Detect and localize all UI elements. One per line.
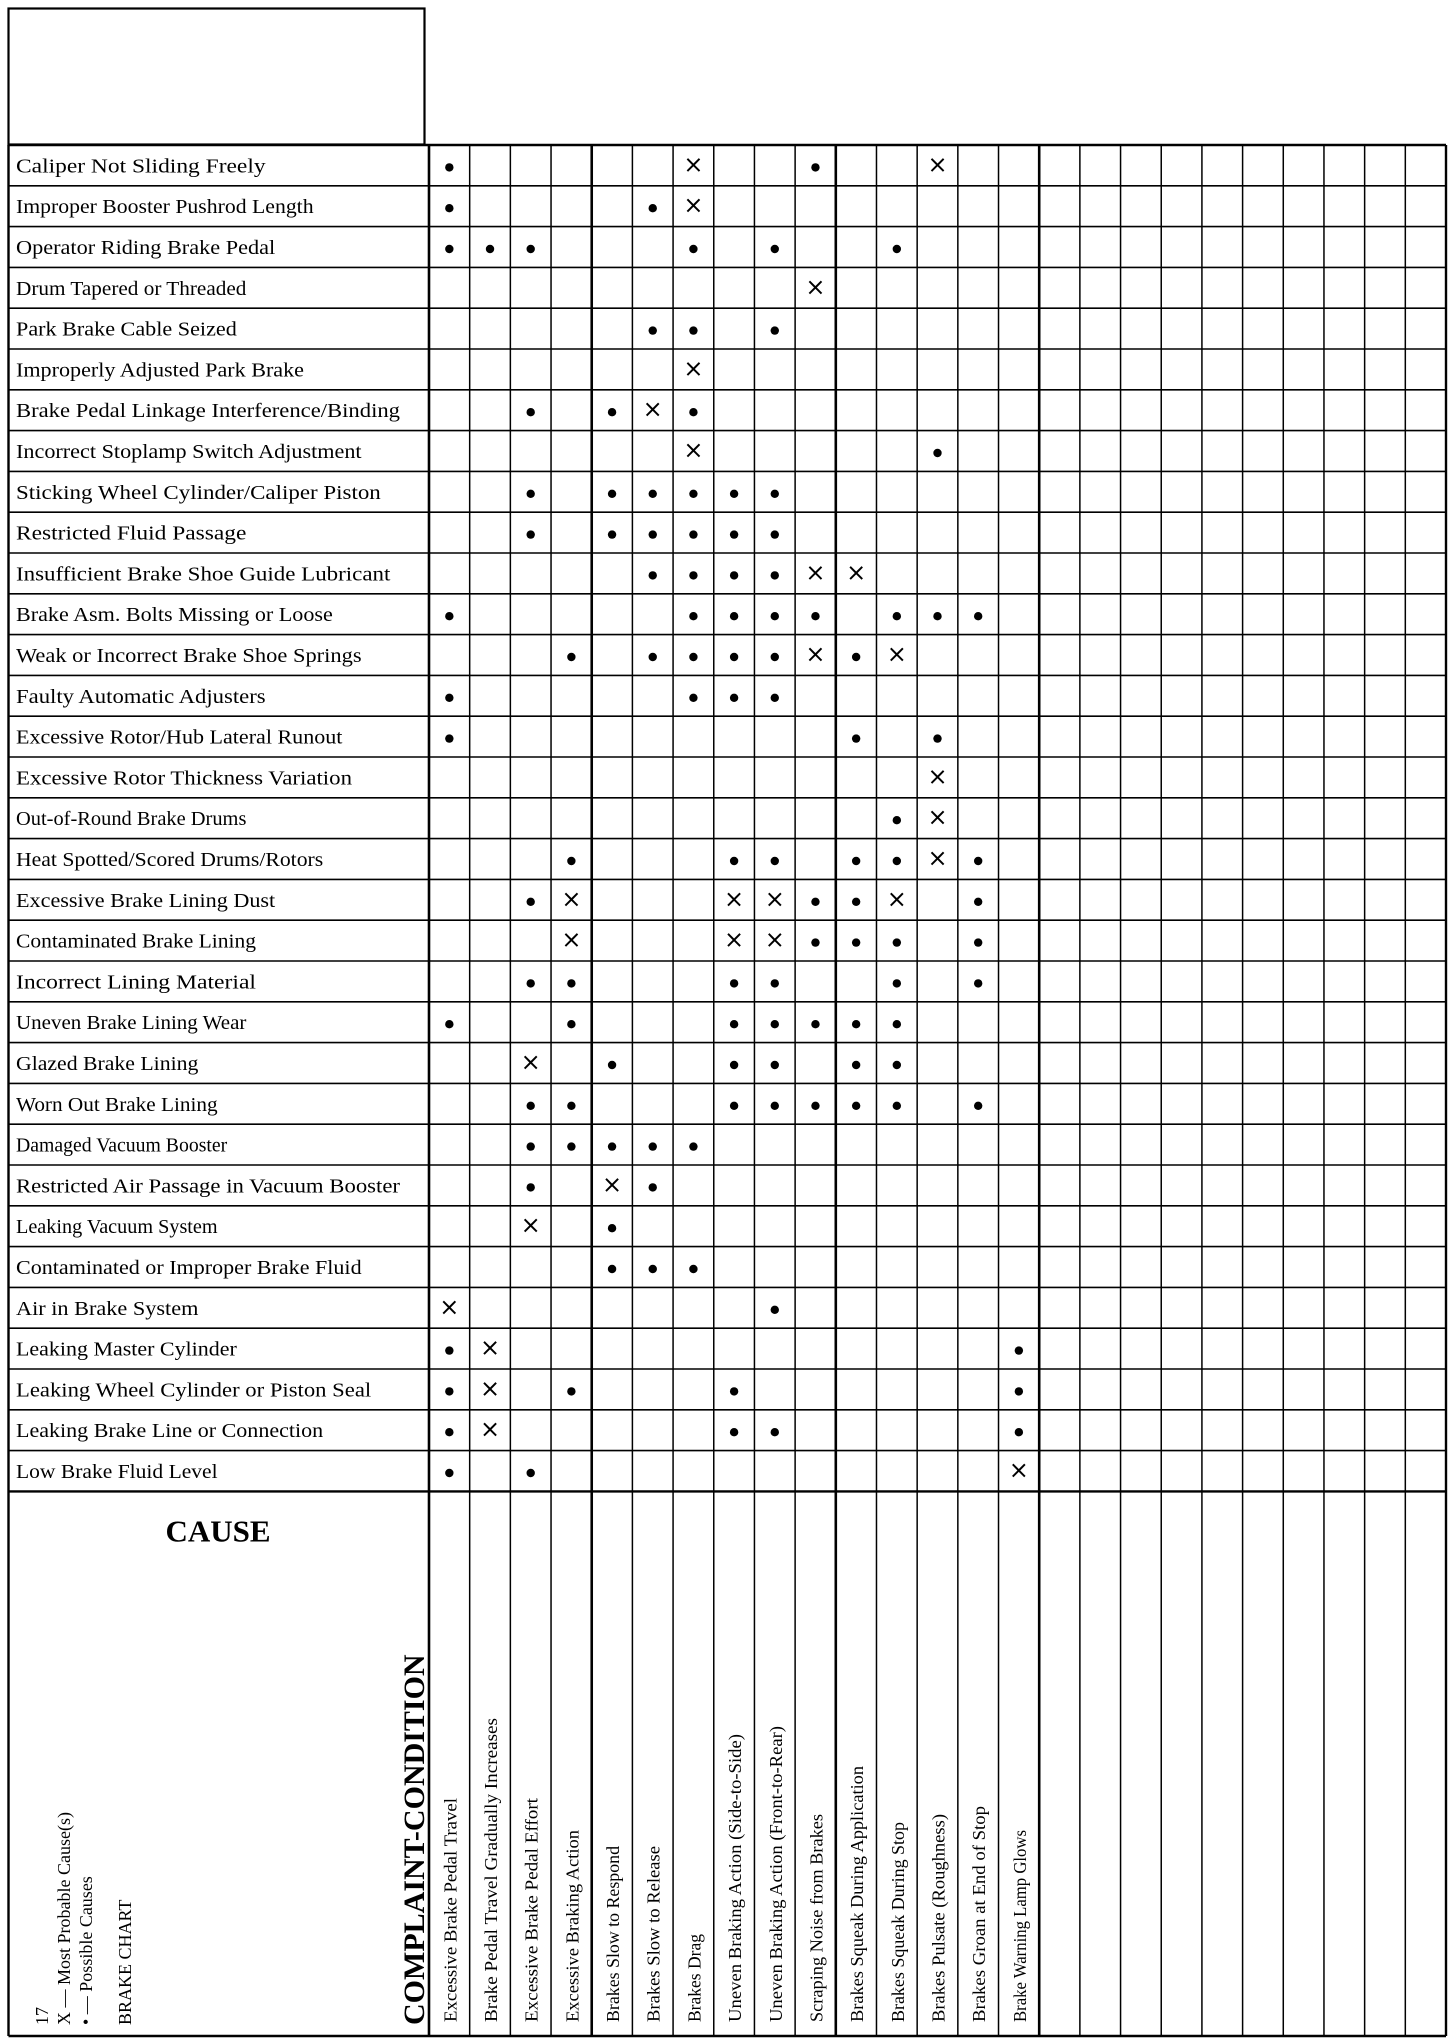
mark-most-probable: ×: [683, 191, 704, 220]
mark-possible: [527, 245, 535, 253]
mark-possible: [852, 1061, 860, 1069]
mark-most-probable: ×: [683, 436, 704, 464]
mark-most-probable: ×: [561, 884, 582, 913]
mark-possible: [771, 1020, 779, 1028]
cause-label: Sticking Wheel Cylinder/Caliper Piston: [16, 481, 381, 504]
mark-possible: [689, 571, 697, 579]
mark-possible: [974, 1102, 982, 1110]
cause-label: Park Brake Cable Seized: [16, 318, 237, 341]
mark-possible: [689, 1142, 697, 1150]
cause-label: Out-of-Round Brake Drums: [16, 808, 247, 831]
mark-possible: [730, 979, 738, 987]
corner-box: [9, 9, 425, 145]
mark-possible: [567, 1102, 575, 1110]
cause-label: Air in Brake System: [16, 1297, 199, 1320]
mark-possible: [771, 245, 779, 253]
mark-possible: [933, 734, 941, 742]
mark-possible: [852, 1102, 860, 1110]
mark-possible: [689, 653, 697, 661]
mark-most-probable: ×: [805, 558, 826, 587]
mark-possible: [527, 979, 535, 987]
mark-possible: [608, 490, 616, 498]
mark-most-probable: ×: [520, 1211, 541, 1240]
mark-possible: [689, 612, 697, 620]
condition-label: Excessive Brake Pedal Travel: [440, 1807, 461, 2022]
mark-possible: [649, 326, 657, 334]
mark-possible: [527, 1102, 535, 1110]
condition-label: Brake Pedal Travel Gradually Increases: [481, 1736, 502, 2022]
mark-most-probable: ×: [642, 395, 663, 424]
mark-possible: [689, 408, 697, 416]
cause-labels: [16, 155, 400, 1483]
mark-possible: [567, 1020, 575, 1028]
condition-label: Brakes Slow to Release: [643, 1851, 664, 2022]
mark-possible: [771, 1061, 779, 1069]
mark-possible: [771, 653, 779, 661]
mark-possible: [527, 1183, 535, 1191]
cause-label: Incorrect Lining Material: [16, 971, 257, 994]
cause-label: Heat Spotted/Scored Drums/Rotors: [16, 849, 324, 871]
mark-possible: [730, 653, 738, 661]
mark-possible: [1015, 1428, 1023, 1436]
mark-possible: [567, 979, 575, 987]
mark-possible: [445, 1428, 453, 1436]
mark-possible: [811, 612, 819, 620]
mark-possible: [730, 1061, 738, 1069]
legend-most-probable: X — Most Probable Cause(s): [54, 1812, 74, 2025]
mark-possible: [730, 1102, 738, 1110]
mark-possible: [567, 1142, 575, 1150]
mark-possible: [730, 1020, 738, 1028]
mark-possible: [893, 816, 901, 824]
mark-most-probable: ×: [724, 884, 745, 913]
condition-label: Brakes Slow to Respond: [603, 1844, 624, 2022]
cause-label: Damaged Vacuum Booster: [16, 1134, 228, 1157]
cause-label: Operator Riding Brake Pedal: [16, 237, 276, 259]
cause-label: Uneven Brake Lining Wear: [16, 1012, 247, 1035]
mark-possible: [608, 1061, 616, 1069]
cause-label: Improper Booster Pushrod Length: [16, 196, 314, 219]
condition-label: Brake Warning Lamp Glows: [1009, 1815, 1030, 2022]
mark-possible: [567, 857, 575, 865]
mark-most-probable: ×: [927, 762, 948, 791]
mark-possible: [445, 734, 453, 742]
cause-label: Weak or Incorrect Brake Shoe Springs: [16, 645, 362, 667]
condition-label: Brakes Squeak During Application: [847, 1770, 868, 2022]
mark-possible: [771, 612, 779, 620]
mark-possible: [689, 530, 697, 538]
mark-possible: [811, 1102, 819, 1110]
mark-possible: [852, 653, 860, 661]
mark-possible: [608, 530, 616, 538]
cause-label: Excessive Rotor Thickness Variation: [16, 767, 352, 790]
mark-possible: [893, 1020, 901, 1028]
mark-possible: [893, 857, 901, 865]
mark-most-probable: ×: [764, 925, 785, 954]
mark-possible: [689, 245, 697, 253]
mark-possible: [527, 490, 535, 498]
mark-possible: [527, 408, 535, 416]
mark-most-probable: ×: [479, 1333, 501, 1362]
cause-label: Insufficient Brake Shoe Guide Lubricant: [16, 563, 391, 586]
mark-most-probable: ×: [886, 884, 907, 913]
condition-label: Brakes Groan at End of Stop: [969, 1814, 990, 2022]
mark-possible: [527, 1142, 535, 1150]
mark-possible: [730, 490, 738, 498]
mark-possible: [730, 857, 738, 865]
cause-label: Leaking Vacuum System: [16, 1216, 218, 1239]
mark-most-probable: ×: [602, 1170, 623, 1199]
mark-possible: [608, 1224, 616, 1232]
mark-most-probable: ×: [724, 925, 745, 954]
mark-possible: [771, 1428, 779, 1436]
mark-possible: [649, 204, 657, 212]
condition-label: Uneven Braking Action (Side-to-Side): [725, 1744, 746, 2022]
mark-possible: [649, 653, 657, 661]
mark-possible: [771, 1306, 779, 1314]
mark-possible: [445, 163, 453, 171]
mark-possible: [974, 898, 982, 906]
mark-possible: [445, 1387, 453, 1395]
condition-label: Brakes Squeak During Stop: [887, 1821, 908, 2022]
mark-possible: [893, 938, 901, 946]
cause-label: Brake Pedal Linkage Interference/Binding: [16, 400, 400, 423]
cause-label: Faulty Automatic Adjusters: [16, 685, 266, 708]
mark-most-probable: ×: [846, 558, 867, 587]
mark-possible: [608, 1265, 616, 1273]
mark-most-probable: ×: [886, 640, 907, 668]
mark-most-probable: ×: [479, 1415, 501, 1444]
condition-label: Brakes Drag: [684, 1931, 705, 2022]
mark-possible: [649, 571, 657, 579]
mark-possible: [771, 326, 779, 334]
mark-most-probable: ×: [520, 1048, 541, 1076]
cause-label: Glazed Brake Lining: [16, 1053, 199, 1075]
mark-possible: [852, 898, 860, 906]
mark-most-probable: ×: [764, 884, 785, 913]
mark-possible: [811, 163, 819, 171]
mark-possible: [445, 204, 453, 212]
mark-possible: [527, 1469, 535, 1477]
complaint-condition-heading: COMPLAINT-CONDITION: [398, 1654, 431, 2025]
mark-possible: [527, 898, 535, 906]
mark-most-probable: ×: [805, 272, 826, 301]
mark-possible: [730, 1387, 738, 1395]
condition-label: Excessive Brake Pedal Effort: [521, 1810, 542, 2022]
mark-most-probable: ×: [927, 803, 948, 832]
mark-possible: [771, 694, 779, 702]
condition-label: Uneven Braking Action (Front-to-Rear): [765, 1735, 786, 2022]
mark-possible: [974, 938, 982, 946]
mark-possible: [445, 245, 453, 253]
mark-possible: [730, 694, 738, 702]
mark-most-probable: ×: [1008, 1456, 1029, 1484]
mark-possible: [811, 1020, 819, 1028]
mark-possible: [893, 612, 901, 620]
mark-possible: [567, 653, 575, 661]
mark-possible: [933, 612, 941, 620]
cause-label: Leaking Wheel Cylinder or Piston Seal: [16, 1379, 372, 1402]
chart-title: BRAKE CHART: [115, 1899, 135, 2025]
mark-possible: [974, 612, 982, 620]
mark-possible: [689, 694, 697, 702]
table-marks: [439, 150, 1029, 1484]
mark-possible: [527, 530, 535, 538]
mark-possible: [649, 1142, 657, 1150]
mark-possible: [893, 979, 901, 987]
mark-possible: [811, 898, 819, 906]
cause-label: Contaminated or Improper Brake Fluid: [16, 1257, 362, 1279]
cause-label: Low Brake Fluid Level: [16, 1461, 218, 1483]
mark-possible: [608, 1142, 616, 1150]
condition-label: Excessive Braking Action: [562, 1835, 583, 2022]
cause-label: Brake Asm. Bolts Missing or Loose: [16, 604, 333, 627]
mark-possible: [730, 1428, 738, 1436]
cause-label: Excessive Brake Lining Dust: [16, 889, 276, 912]
mark-possible: [852, 938, 860, 946]
cause-heading: CAUSE: [165, 1513, 271, 1549]
mark-possible: [771, 857, 779, 865]
mark-most-probable: ×: [683, 150, 704, 179]
condition-labels: [440, 1718, 1030, 2022]
mark-possible: [852, 857, 860, 865]
mark-possible: [649, 490, 657, 498]
cause-label: Drum Tapered or Threaded: [16, 277, 247, 300]
cause-label: Worn Out Brake Lining: [16, 1093, 218, 1116]
mark-possible: [893, 245, 901, 253]
mark-possible: [445, 694, 453, 702]
mark-possible: [567, 1387, 575, 1395]
mark-possible: [771, 490, 779, 498]
cause-label: Leaking Master Cylinder: [16, 1338, 237, 1361]
condition-label: Scraping Noise from Brakes: [806, 1817, 827, 2022]
mark-possible: [852, 734, 860, 742]
cause-label: Restricted Air Passage in Vacuum Booster: [16, 1175, 401, 1198]
mark-possible: [689, 1265, 697, 1273]
mark-possible: [771, 530, 779, 538]
cause-label: Incorrect Stoplamp Switch Adjustment: [16, 441, 362, 463]
mark-most-probable: ×: [439, 1292, 460, 1321]
mark-possible: [893, 1102, 901, 1110]
mark-possible: [811, 938, 819, 946]
cause-label: Caliper Not Sliding Freely: [16, 155, 267, 178]
mark-possible: [445, 1346, 453, 1354]
mark-possible: [445, 1469, 453, 1477]
mark-most-probable: ×: [805, 640, 826, 668]
mark-most-probable: ×: [927, 844, 948, 872]
mark-possible: [608, 408, 616, 416]
cause-label: Contaminated Brake Lining: [16, 930, 256, 953]
mark-possible: [730, 612, 738, 620]
cause-label: Excessive Rotor/Hub Lateral Runout: [16, 726, 343, 749]
mark-most-probable: ×: [561, 925, 582, 954]
mark-possible: [649, 1183, 657, 1191]
page-number: 17: [32, 2007, 52, 2025]
mark-possible: [486, 245, 494, 253]
mark-possible: [730, 571, 738, 579]
mark-possible: [445, 612, 453, 620]
mark-most-probable: ×: [927, 150, 948, 179]
mark-possible: [974, 857, 982, 865]
mark-possible: [1015, 1346, 1023, 1354]
legend-possible: • — Possible Causes: [76, 1876, 96, 2025]
mark-possible: [771, 1102, 779, 1110]
mark-possible: [730, 530, 738, 538]
mark-most-probable: ×: [479, 1374, 501, 1403]
mark-possible: [689, 326, 697, 334]
mark-possible: [852, 1020, 860, 1028]
mark-possible: [689, 490, 697, 498]
cause-label: Leaking Brake Line or Connection: [16, 1420, 324, 1443]
condition-label: Brakes Pulsate (Roughness): [928, 1820, 949, 2022]
mark-possible: [649, 1265, 657, 1273]
mark-possible: [974, 979, 982, 987]
mark-possible: [933, 449, 941, 457]
mark-possible: [771, 979, 779, 987]
mark-most-probable: ×: [683, 354, 704, 383]
cause-label: Improperly Adjusted Park Brake: [16, 359, 304, 382]
mark-possible: [771, 571, 779, 579]
mark-possible: [893, 1061, 901, 1069]
cause-label: Restricted Fluid Passage: [16, 522, 247, 545]
mark-possible: [649, 530, 657, 538]
mark-possible: [1015, 1387, 1023, 1395]
mark-possible: [445, 1020, 453, 1028]
